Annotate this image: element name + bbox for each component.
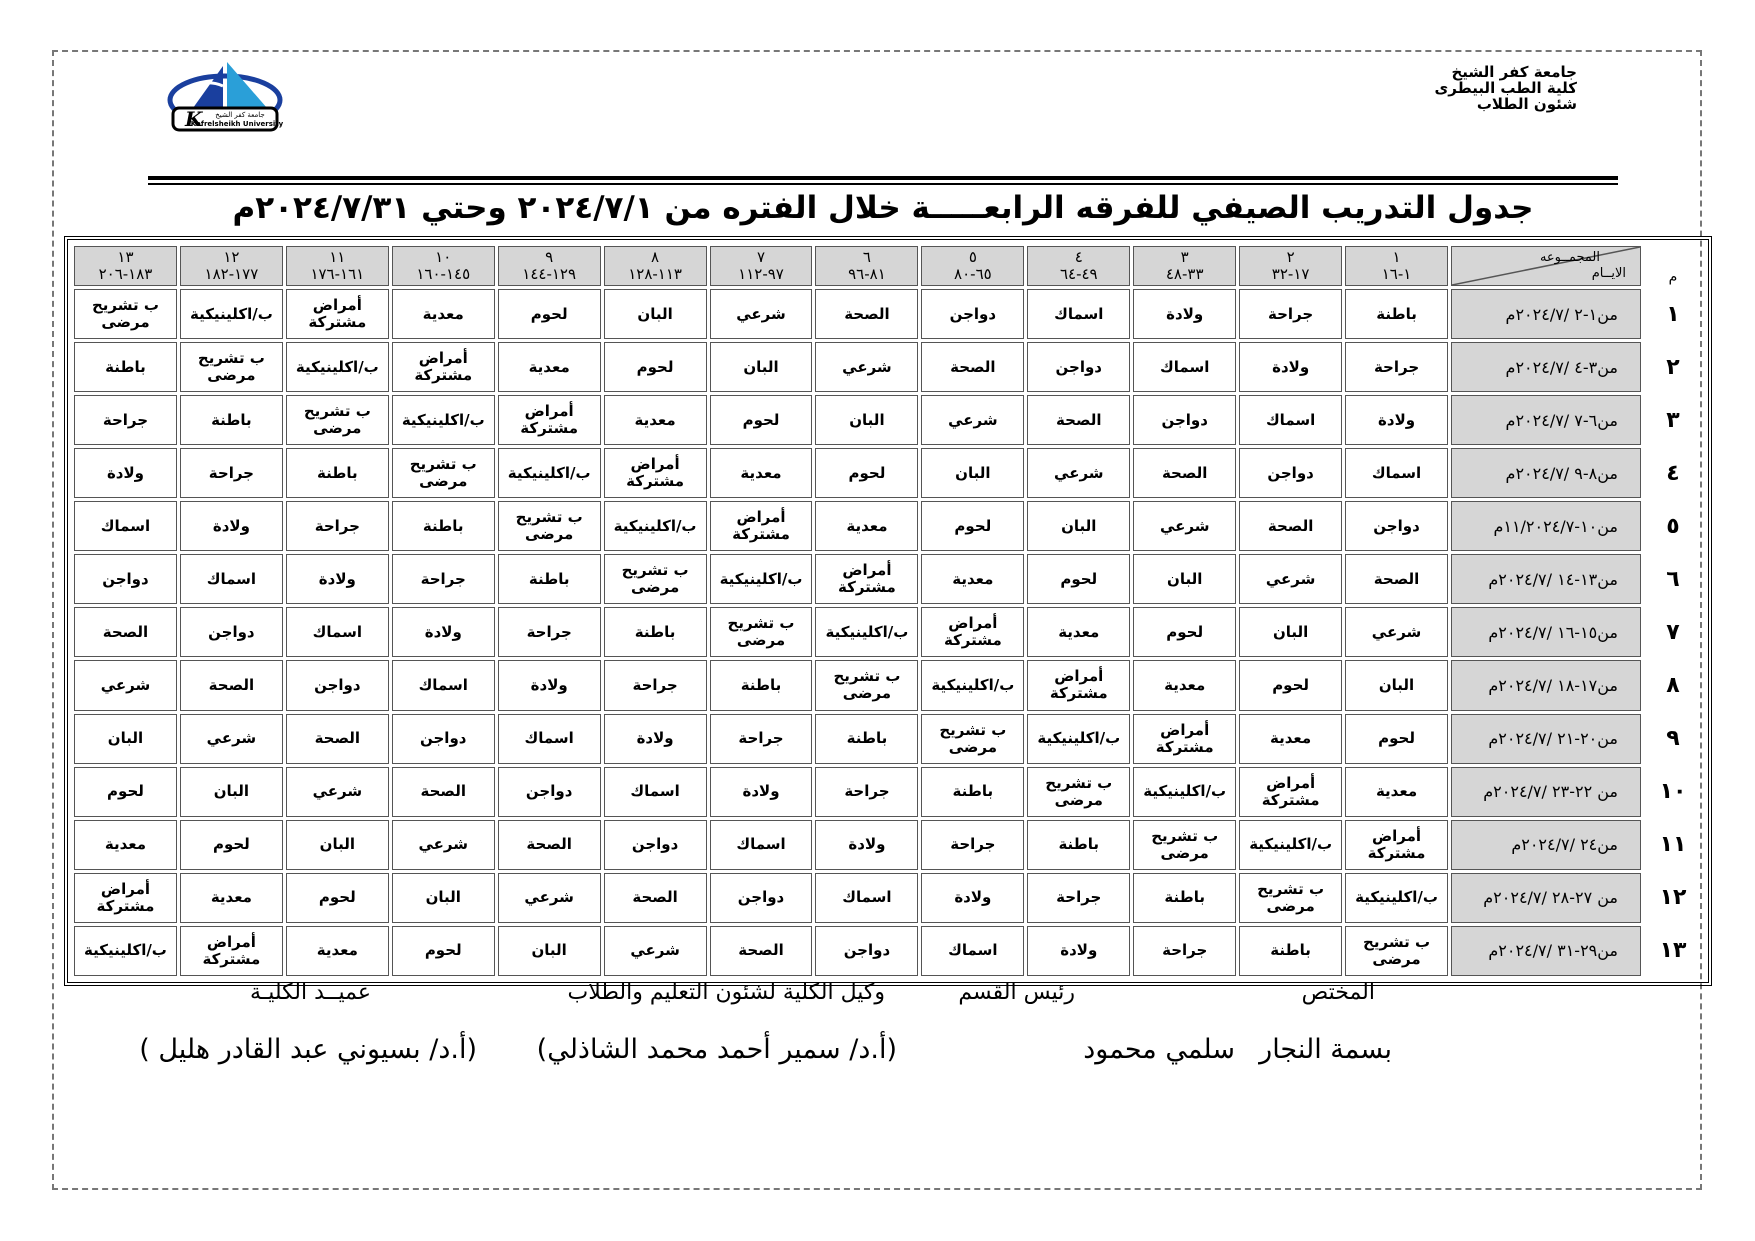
schedule-cell: ولادة: [604, 714, 707, 764]
table-row: [74, 767, 1702, 817]
schedule-cell: دواجن: [710, 873, 813, 923]
group-range: ١٧-٣٢: [1271, 265, 1310, 283]
schedule-cell: باطنة: [180, 395, 283, 445]
schedule-cell: لحوم: [921, 501, 1024, 551]
schedule-cell: ب/اكلينيكية: [392, 395, 495, 445]
group-header: [921, 246, 1024, 286]
row-date: من٦-٧ /٢٠٢٤/٧م: [1451, 395, 1641, 445]
schedule-cell: ب تشريح مرضى: [710, 607, 813, 657]
schedule-cell: جراحة: [921, 820, 1024, 870]
row-number: ٧: [1666, 619, 1680, 645]
schedule-cell: ب تشريح مرضى: [1133, 820, 1236, 870]
schedule-cell: باطنة: [815, 714, 918, 764]
schedule-cell: الصحة: [498, 820, 601, 870]
schedule-cell: ب/اكلينيكية: [921, 660, 1024, 710]
schedule-cell: باطنة: [74, 342, 177, 392]
schedule-cell: لحوم: [498, 289, 601, 339]
schedule-cell: جراحة: [74, 395, 177, 445]
table-row: [74, 607, 1702, 657]
signature-role-head: رئيس القسم: [958, 980, 1075, 1005]
table-row: [74, 448, 1702, 498]
row-number: ١٠: [1659, 779, 1687, 805]
group-header: [1239, 246, 1342, 286]
schedule-cell: ب/اكلينيكية: [1133, 767, 1236, 817]
group-number: ١٢: [223, 248, 240, 266]
schedule-cell: دواجن: [392, 714, 495, 764]
schedule-cell: الصحة: [921, 342, 1024, 392]
schedule-cell: باطنة: [286, 448, 389, 498]
department-name: شئون الطلاب: [1476, 95, 1577, 113]
group-number: ٩: [545, 248, 554, 266]
schedule-cell: أمراض مشتركة: [1345, 820, 1448, 870]
group-number: ٥: [968, 248, 977, 266]
schedule-cell: لحوم: [604, 342, 707, 392]
schedule-cell: اسماك: [1345, 448, 1448, 498]
group-header: [498, 246, 601, 286]
schedule-cell: جراحة: [1027, 873, 1130, 923]
signature-name-specialist: بسمة النجار: [1259, 1034, 1392, 1065]
schedule-cell: لحوم: [710, 395, 813, 445]
schedule-cell: دواجن: [1345, 501, 1448, 551]
row-date: من٢٠-٢١ /٢٠٢٤/٧م: [1451, 714, 1641, 764]
group-header: [1027, 246, 1130, 286]
university-name: جامعة كفر الشيخ: [1451, 63, 1577, 81]
schedule-cell: جراحة: [286, 501, 389, 551]
schedule-cell: جراحة: [604, 660, 707, 710]
group-header: [1133, 246, 1236, 286]
schedule-cell: معدية: [1027, 607, 1130, 657]
group-number: ٢: [1286, 248, 1295, 266]
schedule-cell: شرعي: [74, 660, 177, 710]
schedule-cell: دواجن: [180, 607, 283, 657]
signature-name-vice-dean: (أ.د/ سمير أحمد محمد الشاذلي): [536, 1034, 897, 1065]
table-row: [74, 501, 1702, 551]
schedule-cell: ب/اكلينيكية: [815, 607, 918, 657]
schedule-cell: لحوم: [180, 820, 283, 870]
group-header: [604, 246, 707, 286]
group-number: ١٣: [117, 248, 134, 266]
group-number: ٨: [651, 248, 660, 266]
schedule-cell: جراحة: [1239, 289, 1342, 339]
schedule-cell: لحوم: [74, 767, 177, 817]
table-row: [74, 554, 1702, 604]
schedule-cell: جراحة: [392, 554, 495, 604]
schedule-cell: لحوم: [392, 926, 495, 976]
group-range: ١٧٧-١٨٢: [204, 265, 259, 283]
schedule-body: [74, 289, 1702, 976]
schedule-cell: ولادة: [921, 873, 1024, 923]
schedule-cell: معدية: [710, 448, 813, 498]
schedule-cell: اسماك: [921, 926, 1024, 976]
schedule-cell: اسماك: [1239, 395, 1342, 445]
row-number-header: م: [1668, 269, 1678, 285]
schedule-cell: شرعي: [710, 289, 813, 339]
schedule-cell: البان: [286, 820, 389, 870]
group-range: ٣٣-٤٨: [1165, 265, 1204, 283]
schedule-cell: اسماك: [180, 554, 283, 604]
schedule-cell: الصحة: [1133, 448, 1236, 498]
table-row: [74, 820, 1702, 870]
table-row: [74, 714, 1702, 764]
schedule-cell: معدية: [815, 501, 918, 551]
schedule-cell: شرعي: [1345, 607, 1448, 657]
svg-text:K: K: [185, 107, 203, 131]
schedule-cell: شرعي: [604, 926, 707, 976]
schedule-cell: شرعي: [392, 820, 495, 870]
schedule-cell: ولادة: [180, 501, 283, 551]
row-number: ١: [1666, 301, 1680, 327]
schedule-cell: باطنة: [392, 501, 495, 551]
schedule-cell: أمراض مشتركة: [815, 554, 918, 604]
schedule-cell: اسماك: [710, 820, 813, 870]
group-range: ٩٧-١١٢: [738, 265, 784, 283]
row-number: ٨: [1666, 672, 1680, 698]
schedule-cell: دواجن: [1133, 395, 1236, 445]
group-header: [392, 246, 495, 286]
schedule-cell: باطنة: [1239, 926, 1342, 976]
row-number: ١٢: [1659, 885, 1687, 911]
schedule-cell: الصحة: [392, 767, 495, 817]
group-range: ١٢٩-١٤٤: [522, 265, 577, 283]
schedule-cell: ب/اكلينيكية: [498, 448, 601, 498]
header-rule-thin: [148, 183, 1618, 185]
group-range: ٦٥-٨٠: [954, 265, 992, 283]
row-date: من١٧-١٨ /٢٠٢٤/٧م: [1451, 660, 1641, 710]
schedule-cell: باطنة: [1027, 820, 1130, 870]
group-range: ١-١٦: [1381, 265, 1412, 283]
table-row: [74, 342, 1702, 392]
schedule-cell: الصحة: [1345, 554, 1448, 604]
signature-name-dean: (أ.د/ بسيوني عبد القادر هليل ): [139, 1034, 477, 1065]
group-number: ٦: [862, 248, 871, 266]
table-row: [74, 873, 1702, 923]
schedule-cell: ب تشريح مرضى: [498, 501, 601, 551]
schedule-cell: البان: [1239, 607, 1342, 657]
schedule-cell: ب تشريح مرضى: [1239, 873, 1342, 923]
row-number: ١١: [1659, 832, 1687, 858]
schedule-cell: البان: [74, 714, 177, 764]
schedule-cell: البان: [180, 767, 283, 817]
schedule-cell: أمراض مشتركة: [921, 607, 1024, 657]
schedule-cell: شرعي: [921, 395, 1024, 445]
row-number: ١٣: [1659, 938, 1687, 964]
schedule-cell: ولادة: [710, 767, 813, 817]
group-header: [286, 246, 389, 286]
schedule-cell: اسماك: [1027, 289, 1130, 339]
page-title: جدول التدريب الصيفي للفرقه الرابعـــــة خلال الفتره من ٢٠٢٤/٧/١ وحتي ٢٠٢٤/٧/٣١م: [232, 190, 1534, 226]
group-number: ١١: [329, 248, 346, 266]
schedule-cell: دواجن: [286, 660, 389, 710]
schedule-cell: معدية: [286, 926, 389, 976]
row-date: من٢٤ /٢٠٢٤/٧م: [1451, 820, 1641, 870]
schedule-cell: معدية: [1239, 714, 1342, 764]
schedule-cell: معدية: [74, 820, 177, 870]
row-date: من ٢٧-٢٨ /٢٠٢٤/٧م: [1451, 873, 1641, 923]
schedule-cell: لحوم: [815, 448, 918, 498]
schedule-cell: لحوم: [1345, 714, 1448, 764]
schedule-cell: ب تشريح مرضى: [180, 342, 283, 392]
table-row: [74, 660, 1702, 710]
schedule-cell: معدية: [392, 289, 495, 339]
schedule-cell: باطنة: [604, 607, 707, 657]
row-date: من٣-٤ /٢٠٢٤/٧م: [1451, 342, 1641, 392]
table-row: [74, 289, 1702, 339]
schedule-cell: ب تشريح مرضى: [1345, 926, 1448, 976]
corner-cell: [1451, 246, 1641, 286]
schedule-cell: اسماك: [498, 714, 601, 764]
schedule-cell: ب تشريح مرضى: [921, 714, 1024, 764]
schedule-cell: اسماك: [1133, 342, 1236, 392]
schedule-cell: ب/اكلينيكية: [1239, 820, 1342, 870]
schedule-cell: لحوم: [1239, 660, 1342, 710]
schedule-cell: ب تشريح مرضى: [815, 660, 918, 710]
schedule-cell: باطنة: [710, 660, 813, 710]
schedule-cell: لحوم: [286, 873, 389, 923]
schedule-cell: الصحة: [815, 289, 918, 339]
schedule-cell: جراحة: [498, 607, 601, 657]
schedule-cell: أمراض مشتركة: [498, 395, 601, 445]
schedule-cell: معدية: [604, 395, 707, 445]
table-row: [74, 926, 1702, 976]
schedule-cell: معدية: [921, 554, 1024, 604]
schedule-cell: باطنة: [498, 554, 601, 604]
schedule-cell: باطنة: [1345, 289, 1448, 339]
schedule-cell: أمراض مشتركة: [1133, 714, 1236, 764]
group-header: [815, 246, 918, 286]
schedule-cell: دواجن: [74, 554, 177, 604]
schedule-cell: الصحة: [286, 714, 389, 764]
schedule-cell: شرعي: [498, 873, 601, 923]
schedule-cell: البان: [604, 289, 707, 339]
schedule-cell: اسماك: [74, 501, 177, 551]
schedule-cell: ب/اكلينيكية: [1345, 873, 1448, 923]
schedule-cell: البان: [1345, 660, 1448, 710]
group-range: ٤٩-٦٤: [1059, 265, 1098, 283]
schedule-cell: ب/اكلينيكية: [604, 501, 707, 551]
group-number: ٣: [1180, 248, 1189, 266]
schedule-cell: ولادة: [74, 448, 177, 498]
row-date: من١-٢ /٢٠٢٤/٧م: [1451, 289, 1641, 339]
schedule-cell: ولادة: [1239, 342, 1342, 392]
schedule-cell: البان: [1133, 554, 1236, 604]
schedule-cell: ب/اكلينيكية: [1027, 714, 1130, 764]
signature-role-specialist: المختص: [1301, 980, 1375, 1005]
signature-role-vice-dean: وكيل الكلية لشئون التعليم والطلاب: [567, 980, 885, 1005]
university-logo: [165, 60, 285, 145]
schedule-cell: جراحة: [180, 448, 283, 498]
header-rule: [148, 176, 1618, 180]
group-range: ١١٣-١٢٨: [628, 265, 682, 283]
schedule-cell: الصحة: [74, 607, 177, 657]
schedule-cell: ب تشريح مرضى: [286, 395, 389, 445]
schedule-cell: أمراض مشتركة: [392, 342, 495, 392]
schedule-cell: أمراض مشتركة: [286, 289, 389, 339]
schedule-cell: ولادة: [1027, 926, 1130, 976]
row-number: ٥: [1666, 513, 1680, 539]
schedule-cell: البان: [498, 926, 601, 976]
faculty-name: كلية الطب البيطرى: [1434, 79, 1577, 97]
schedule-cell: البان: [815, 395, 918, 445]
group-range: ٨١-٩٦: [848, 265, 886, 283]
schedule-cell: معدية: [1345, 767, 1448, 817]
row-date: من١٥-١٦ /٢٠٢٤/٧م: [1451, 607, 1641, 657]
schedule-cell: أمراض مشتركة: [180, 926, 283, 976]
schedule-cell: اسماك: [392, 660, 495, 710]
row-date: من٨-٩ /٢٠٢٤/٧م: [1451, 448, 1641, 498]
schedule-cell: اسماك: [286, 607, 389, 657]
institution-block: [1435, 64, 1578, 112]
schedule-cell: الصحة: [604, 873, 707, 923]
svg-text:Kafrelsheikh University: Kafrelsheikh University: [190, 120, 284, 128]
schedule-cell: أمراض مشتركة: [1239, 767, 1342, 817]
schedule-cell: باطنة: [1133, 873, 1236, 923]
schedule-cell: ولادة: [1133, 289, 1236, 339]
group-number: ١٠: [435, 248, 452, 266]
group-number: ٧: [756, 248, 766, 266]
schedule-cell: الصحة: [180, 660, 283, 710]
signature-role-dean: عميــد الكليـة: [249, 980, 371, 1005]
schedule-cell: دواجن: [1027, 342, 1130, 392]
group-range: ١٤٥-١٦٠: [416, 265, 471, 283]
schedule-cell: جراحة: [815, 767, 918, 817]
schedule-table: [71, 243, 1705, 979]
row-number: ٣: [1666, 407, 1680, 433]
schedule-cell: شرعي: [180, 714, 283, 764]
signature-name-head: سلمي محمود: [1083, 1034, 1235, 1065]
row-number: ٦: [1666, 566, 1680, 592]
university-logo-icon: [165, 60, 285, 145]
group-header: [74, 246, 177, 286]
schedule-cell: البان: [392, 873, 495, 923]
schedule-cell: جراحة: [1345, 342, 1448, 392]
schedule-cell: لحوم: [1133, 607, 1236, 657]
schedule-cell: معدية: [180, 873, 283, 923]
schedule-cell: أمراض مشتركة: [1027, 660, 1130, 710]
schedule-cell: ولادة: [498, 660, 601, 710]
schedule-cell: دواجن: [604, 820, 707, 870]
schedule-cell: دواجن: [815, 926, 918, 976]
schedule-cell: ولادة: [286, 554, 389, 604]
schedule-cell: ب تشريح مرضى: [1027, 767, 1130, 817]
group-header-row: [74, 246, 1702, 286]
schedule-cell: البان: [1027, 501, 1130, 551]
schedule-cell: ب تشريح مرضى: [392, 448, 495, 498]
schedule-cell: ب/اكلينيكية: [180, 289, 283, 339]
schedule-cell: ولادة: [1345, 395, 1448, 445]
schedule-cell: دواجن: [921, 289, 1024, 339]
schedule-cell: أمراض مشتركة: [710, 501, 813, 551]
schedule-cell: ب تشريح مرضى: [74, 289, 177, 339]
schedule-cell: جراحة: [710, 714, 813, 764]
schedule-cell: الصحة: [1027, 395, 1130, 445]
group-range: ١٨٣-٢٠٦: [98, 265, 153, 283]
schedule-cell: دواجن: [498, 767, 601, 817]
schedule-cell: شرعي: [1239, 554, 1342, 604]
schedule-cell: ب/اكلينيكية: [74, 926, 177, 976]
schedule-cell: معدية: [1133, 660, 1236, 710]
table-row: [74, 395, 1702, 445]
schedule-cell: شرعي: [286, 767, 389, 817]
schedule-cell: شرعي: [1133, 501, 1236, 551]
row-date: من ٢٢-٢٣ /٢٠٢٤/٧م: [1451, 767, 1641, 817]
group-number: ١: [1392, 248, 1401, 266]
group-header: [180, 246, 283, 286]
schedule-table-frame: [64, 236, 1712, 986]
schedule-cell: البان: [921, 448, 1024, 498]
schedule-cell: معدية: [498, 342, 601, 392]
schedule-cell: شرعي: [815, 342, 918, 392]
schedule-cell: ب تشريح مرضى: [604, 554, 707, 604]
group-range: ١٦١-١٧٦: [310, 265, 365, 283]
schedule-cell: ب/اكلينيكية: [710, 554, 813, 604]
svg-text:جامعة كفر الشيخ: جامعة كفر الشيخ: [215, 111, 265, 119]
schedule-cell: باطنة: [921, 767, 1024, 817]
row-number: ٩: [1666, 726, 1680, 752]
schedule-cell: ولادة: [392, 607, 495, 657]
schedule-cell: لحوم: [1027, 554, 1130, 604]
schedule-cell: الصحة: [1239, 501, 1342, 551]
row-date: من١٣-١٤ /٢٠٢٤/٧م: [1451, 554, 1641, 604]
row-date: من١٠-١١/٢٠٢٤/٧م: [1451, 501, 1641, 551]
schedule-cell: أمراض مشتركة: [74, 873, 177, 923]
schedule-cell: الصحة: [710, 926, 813, 976]
row-date: من٢٩-٣١ /٢٠٢٤/٧م: [1451, 926, 1641, 976]
corner-groups-label: المجمــوعه: [1539, 250, 1600, 265]
schedule-cell: جراحة: [1133, 926, 1236, 976]
schedule-cell: اسماك: [815, 873, 918, 923]
schedule-cell: اسماك: [604, 767, 707, 817]
row-number: ٢: [1666, 354, 1680, 380]
schedule-cell: البان: [710, 342, 813, 392]
schedule-cell: ولادة: [815, 820, 918, 870]
schedule-cell: شرعي: [1027, 448, 1130, 498]
group-header: [710, 246, 813, 286]
group-header: [1345, 246, 1448, 286]
group-number: ٤: [1074, 248, 1083, 266]
row-number: ٤: [1666, 460, 1680, 486]
schedule-cell: دواجن: [1239, 448, 1342, 498]
schedule-cell: أمراض مشتركة: [604, 448, 707, 498]
schedule-cell: ب/اكلينيكية: [286, 342, 389, 392]
corner-days-label: الايــام: [1591, 266, 1626, 281]
